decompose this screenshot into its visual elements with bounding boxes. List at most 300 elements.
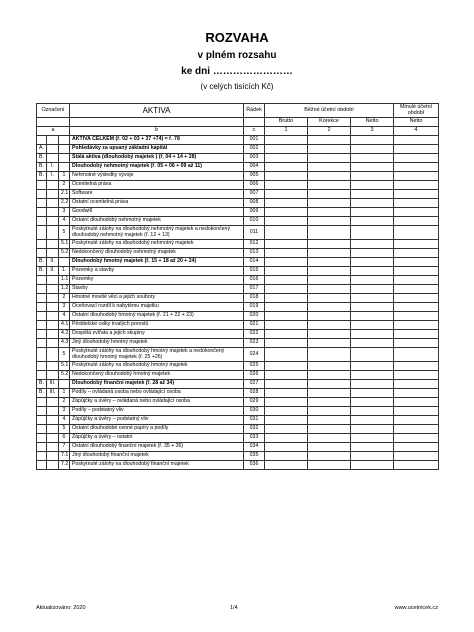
value-korekce <box>308 348 351 362</box>
row-oznaceni-1 <box>37 348 47 362</box>
row-oznaceni-2 <box>47 240 59 249</box>
row-oznaceni-3: 3 <box>59 208 70 217</box>
value-korekce <box>308 258 351 267</box>
row-label: Poskytnuté zálohy na dlouhodobý hmotný majetek a nedokončený dlouhodobý hmotný majetek (ř. 25 +26) <box>70 348 244 362</box>
table-row <box>37 190 439 199</box>
value-netto <box>351 398 394 407</box>
row-radek: 007 <box>244 190 265 199</box>
row-oznaceni-1 <box>37 452 47 461</box>
row-label: Dlouhodobý finanční majetek (ř. 28 až 34) <box>70 380 244 389</box>
value-netto <box>351 461 394 470</box>
row-oznaceni-2 <box>47 217 59 226</box>
value-netto <box>351 258 394 267</box>
value-netto <box>351 154 394 163</box>
value-netto-prev <box>394 330 439 339</box>
table-row <box>37 321 439 330</box>
value-netto-prev <box>394 425 439 434</box>
row-label: Jiný dlouhodobý hmotný majetek <box>70 339 244 348</box>
row-oznaceni-2 <box>47 208 59 217</box>
table-row <box>37 312 439 321</box>
value-netto-prev <box>394 294 439 303</box>
row-oznaceni-2 <box>47 145 59 154</box>
row-radek: 026 <box>244 371 265 380</box>
row-oznaceni-2 <box>47 303 59 312</box>
row-oznaceni-3: 4 <box>59 217 70 226</box>
value-brutto <box>265 267 308 276</box>
row-oznaceni-2: I. <box>47 163 59 172</box>
index-4: 4 <box>394 127 439 136</box>
table-row <box>37 276 439 285</box>
value-netto <box>351 249 394 258</box>
row-oznaceni-2 <box>47 461 59 470</box>
row-label: Oceňovací rozdíl k nabytému majetku <box>70 303 244 312</box>
row-oznaceni-1 <box>37 249 47 258</box>
row-oznaceni-3: 4 <box>59 416 70 425</box>
value-brutto <box>265 416 308 425</box>
value-korekce <box>308 380 351 389</box>
value-netto <box>351 240 394 249</box>
value-brutto <box>265 294 308 303</box>
row-oznaceni-1 <box>37 407 47 416</box>
row-oznaceni-2 <box>47 371 59 380</box>
row-oznaceni-2 <box>47 136 59 145</box>
row-oznaceni-1 <box>37 226 47 240</box>
row-label: Pohledávky za upsaný základní kapitál <box>70 145 244 154</box>
document-title: ROZVAHA <box>205 30 269 45</box>
value-brutto <box>265 172 308 181</box>
row-oznaceni-3: 1 <box>59 389 70 398</box>
value-korekce <box>308 371 351 380</box>
row-oznaceni-3: 4 <box>59 312 70 321</box>
row-oznaceni-2 <box>47 443 59 452</box>
value-netto-prev <box>394 443 439 452</box>
row-oznaceni-3: 7.2 <box>59 461 70 470</box>
value-brutto <box>265 407 308 416</box>
row-label: Nedokončený dlouhodobý nehmotný majetek <box>70 249 244 258</box>
value-netto <box>351 371 394 380</box>
row-oznaceni-1 <box>37 321 47 330</box>
row-radek: 004 <box>244 163 265 172</box>
value-netto <box>351 452 394 461</box>
value-brutto <box>265 330 308 339</box>
value-korekce <box>308 461 351 470</box>
row-oznaceni-3 <box>59 145 70 154</box>
header-netto: Netto <box>351 118 394 127</box>
row-oznaceni-1: A. <box>37 145 47 154</box>
table-row <box>37 172 439 181</box>
row-oznaceni-3: 4.2 <box>59 330 70 339</box>
row-oznaceni-1: B. <box>37 258 47 267</box>
table-row <box>37 371 439 380</box>
value-netto <box>351 190 394 199</box>
row-label: Ocenitelná práva <box>70 181 244 190</box>
value-brutto <box>265 434 308 443</box>
value-netto-prev <box>394 389 439 398</box>
row-label: Hmotné movité věci a jejich soubory <box>70 294 244 303</box>
value-brutto <box>265 208 308 217</box>
row-radek: 032 <box>244 425 265 434</box>
row-oznaceni-3: 5.1 <box>59 362 70 371</box>
row-radek: 015 <box>244 267 265 276</box>
value-brutto <box>265 136 308 145</box>
header-oznaceni: Označení <box>37 104 70 118</box>
table-row <box>37 330 439 339</box>
row-oznaceni-3: 5.2 <box>59 371 70 380</box>
row-oznaceni-2 <box>47 348 59 362</box>
row-label: Pozemky <box>70 276 244 285</box>
row-label: AKTIVA CELKEM (ř. 02 + 03 + 37 +74) = ř. 78 <box>70 136 244 145</box>
row-oznaceni-1 <box>37 339 47 348</box>
row-oznaceni-3 <box>59 154 70 163</box>
row-label: Dospělá zvířata a jejich skupiny <box>70 330 244 339</box>
value-brutto <box>265 154 308 163</box>
row-oznaceni-1: B. <box>37 163 47 172</box>
row-label: Zápůjčky a úvěry – podstatný vliv <box>70 416 244 425</box>
value-netto-prev <box>394 312 439 321</box>
row-oznaceni-1 <box>37 434 47 443</box>
row-radek: 022 <box>244 330 265 339</box>
value-korekce <box>308 339 351 348</box>
table-row <box>37 416 439 425</box>
row-label: Podíly – ovládaná osoba nebo ovládající osoba <box>70 389 244 398</box>
row-label: Ostatní dlouhodobý nehmotný majetek <box>70 217 244 226</box>
value-netto <box>351 163 394 172</box>
value-netto-prev <box>394 163 439 172</box>
value-netto-prev <box>394 416 439 425</box>
value-korekce <box>308 145 351 154</box>
row-label: Nehmotné výsledky vývoje <box>70 172 244 181</box>
row-oznaceni-3: 5.1 <box>59 240 70 249</box>
row-oznaceni-1 <box>37 190 47 199</box>
row-radek: 021 <box>244 321 265 330</box>
value-brutto <box>265 145 308 154</box>
value-korekce <box>308 249 351 258</box>
row-radek: 011 <box>244 226 265 240</box>
table-row <box>37 294 439 303</box>
value-netto-prev <box>394 258 439 267</box>
row-radek: 008 <box>244 199 265 208</box>
index-2: 2 <box>308 127 351 136</box>
table-row <box>37 434 439 443</box>
value-korekce <box>308 163 351 172</box>
value-korekce <box>308 294 351 303</box>
row-radek: 009 <box>244 208 265 217</box>
row-radek: 002 <box>244 145 265 154</box>
value-netto-prev <box>394 407 439 416</box>
row-oznaceni-1 <box>37 276 47 285</box>
table-row <box>37 348 439 362</box>
row-label: Dlouhodobý nehmotný majetek (ř. 05 + 06 + 09 až 11) <box>70 163 244 172</box>
row-oznaceni-3 <box>59 258 70 267</box>
header-empty <box>37 118 70 127</box>
value-brutto <box>265 443 308 452</box>
balance-sheet-table <box>36 103 439 470</box>
row-oznaceni-2 <box>47 330 59 339</box>
row-oznaceni-1 <box>37 240 47 249</box>
table-row <box>37 208 439 217</box>
table-row <box>37 199 439 208</box>
table-row <box>37 285 439 294</box>
table-row <box>37 443 439 452</box>
value-netto-prev <box>394 136 439 145</box>
row-oznaceni-3: 3 <box>59 407 70 416</box>
row-label: Ostatní dlouhodobý hmotný majetek (ř. 21 + 22 + 23) <box>70 312 244 321</box>
value-brutto <box>265 240 308 249</box>
row-oznaceni-3: 2.2 <box>59 199 70 208</box>
value-netto <box>351 267 394 276</box>
table-row <box>37 249 439 258</box>
table-row <box>37 362 439 371</box>
table-row <box>37 452 439 461</box>
header-empty <box>244 118 265 127</box>
value-korekce <box>308 452 351 461</box>
value-korekce <box>308 199 351 208</box>
table-row <box>37 303 439 312</box>
row-label: Zápůjčky a úvěry – ovládaná nebo ovládající osoba <box>70 398 244 407</box>
value-brutto <box>265 181 308 190</box>
row-oznaceni-3 <box>59 380 70 389</box>
row-radek: 005 <box>244 172 265 181</box>
value-brutto <box>265 398 308 407</box>
row-label: Ostatní ocenitelná práva <box>70 199 244 208</box>
value-brutto <box>265 461 308 470</box>
value-korekce <box>308 362 351 371</box>
row-radek: 023 <box>244 339 265 348</box>
value-netto-prev <box>394 240 439 249</box>
document-subtitle: v plném rozsahu <box>197 50 277 61</box>
row-label: Poskytnuté zálohy na dlouhodobý finanční majetek <box>70 461 244 470</box>
value-netto-prev <box>394 154 439 163</box>
row-label: Jiný dlouhodobý finanční majetek <box>70 452 244 461</box>
row-oznaceni-1 <box>37 199 47 208</box>
row-radek: 025 <box>244 362 265 371</box>
row-oznaceni-3: 7.1 <box>59 452 70 461</box>
value-netto <box>351 362 394 371</box>
value-korekce <box>308 172 351 181</box>
date-line: ke dni …………………… <box>181 66 293 77</box>
row-oznaceni-3: 4.1 <box>59 321 70 330</box>
table-row <box>37 461 439 470</box>
table-row <box>37 181 439 190</box>
row-label: Nedokončený dlouhodobý hmotný majetek <box>70 371 244 380</box>
row-oznaceni-3: 5 <box>59 425 70 434</box>
row-oznaceni-3: 4.3 <box>59 339 70 348</box>
row-radek: 035 <box>244 452 265 461</box>
footer-page: 1/4 <box>230 605 238 611</box>
row-oznaceni-3: 5 <box>59 226 70 240</box>
row-radek: 016 <box>244 276 265 285</box>
row-label: Poskytnuté zálohy na dlouhodobý hmotný majetek <box>70 362 244 371</box>
row-oznaceni-1 <box>37 362 47 371</box>
table-row <box>37 398 439 407</box>
value-brutto <box>265 217 308 226</box>
value-korekce <box>308 136 351 145</box>
value-netto <box>351 136 394 145</box>
row-oznaceni-3: 2 <box>59 294 70 303</box>
index-1: 1 <box>265 127 308 136</box>
row-oznaceni-2 <box>47 154 59 163</box>
value-netto <box>351 348 394 362</box>
row-oznaceni-3: 5 <box>59 348 70 362</box>
row-oznaceni-1 <box>37 330 47 339</box>
value-netto-prev <box>394 181 439 190</box>
value-netto <box>351 226 394 240</box>
row-oznaceni-3 <box>59 163 70 172</box>
index-b: b <box>70 127 244 136</box>
row-oznaceni-3: 1 <box>59 172 70 181</box>
row-oznaceni-1 <box>37 312 47 321</box>
value-brutto <box>265 348 308 362</box>
index-3: 3 <box>351 127 394 136</box>
value-korekce <box>308 217 351 226</box>
row-label: Stálá aktiva (dlouhodobý majetek ) (ř. 04 + 14 + 28) <box>70 154 244 163</box>
row-oznaceni-1 <box>37 398 47 407</box>
value-netto-prev <box>394 172 439 181</box>
row-oznaceni-1 <box>37 294 47 303</box>
value-netto-prev <box>394 208 439 217</box>
row-radek: 006 <box>244 181 265 190</box>
value-netto-prev <box>394 321 439 330</box>
table-row <box>37 226 439 240</box>
value-brutto <box>265 321 308 330</box>
table-row <box>37 154 439 163</box>
value-brutto <box>265 380 308 389</box>
row-oznaceni-2: II. <box>47 267 59 276</box>
row-oznaceni-1 <box>37 208 47 217</box>
header-minule-obdobi: Minulé účetní období <box>394 104 439 118</box>
value-netto-prev <box>394 190 439 199</box>
index-c: c <box>244 127 265 136</box>
row-oznaceni-3: 7 <box>59 443 70 452</box>
value-netto-prev <box>394 362 439 371</box>
value-brutto <box>265 389 308 398</box>
value-brutto <box>265 339 308 348</box>
value-netto <box>351 443 394 452</box>
value-brutto <box>265 258 308 267</box>
row-radek: 003 <box>244 154 265 163</box>
table-row <box>37 217 439 226</box>
footer-updated: Aktualizováno: 2020 <box>36 605 86 611</box>
footer-site: www.ucetnicek.cz <box>394 605 438 611</box>
header-empty <box>70 118 244 127</box>
row-radek: 020 <box>244 312 265 321</box>
value-netto-prev <box>394 339 439 348</box>
header-brutto: Brutto <box>265 118 308 127</box>
row-oznaceni-2 <box>47 321 59 330</box>
value-netto <box>351 285 394 294</box>
value-brutto <box>265 276 308 285</box>
value-brutto <box>265 312 308 321</box>
value-netto <box>351 380 394 389</box>
row-oznaceni-3: 1.2 <box>59 285 70 294</box>
index-a: a <box>37 127 70 136</box>
row-oznaceni-1 <box>37 217 47 226</box>
row-radek: 027 <box>244 380 265 389</box>
row-oznaceni-1: B. <box>37 380 47 389</box>
value-korekce <box>308 407 351 416</box>
value-korekce <box>308 154 351 163</box>
value-brutto <box>265 163 308 172</box>
row-oznaceni-1 <box>37 285 47 294</box>
value-korekce <box>308 226 351 240</box>
row-oznaceni-3: 2.1 <box>59 190 70 199</box>
row-radek: 031 <box>244 416 265 425</box>
value-netto <box>351 407 394 416</box>
value-brutto <box>265 452 308 461</box>
row-oznaceni-1 <box>37 443 47 452</box>
row-oznaceni-3: 1. <box>59 267 70 276</box>
row-oznaceni-3: 3 <box>59 303 70 312</box>
value-netto-prev <box>394 461 439 470</box>
row-label: Ostatní dlouhodobé cenné papíry a podíly <box>70 425 244 434</box>
row-radek: 013 <box>244 249 265 258</box>
value-netto-prev <box>394 434 439 443</box>
row-label: Software <box>70 190 244 199</box>
row-label: Dlouhodobý hmotný majetek (ř. 15 + 18 až 20 + 24) <box>70 258 244 267</box>
value-netto-prev <box>394 285 439 294</box>
row-oznaceni-2 <box>47 362 59 371</box>
row-label: Podíly – podstatný vliv <box>70 407 244 416</box>
row-label: Pěstitelské celky trvalých porostů <box>70 321 244 330</box>
value-netto-prev <box>394 348 439 362</box>
value-korekce <box>308 443 351 452</box>
value-netto-prev <box>394 398 439 407</box>
units-note: (v celých tisících Kč) <box>200 82 274 91</box>
row-label: Goodwill <box>70 208 244 217</box>
row-oznaceni-2: III. <box>47 380 59 389</box>
row-radek: 010 <box>244 217 265 226</box>
row-oznaceni-2 <box>47 416 59 425</box>
value-korekce <box>308 285 351 294</box>
row-oznaceni-1: B. <box>37 172 47 181</box>
value-brutto <box>265 371 308 380</box>
value-netto <box>351 303 394 312</box>
row-radek: 028 <box>244 389 265 398</box>
table-row <box>37 407 439 416</box>
row-oznaceni-1 <box>37 303 47 312</box>
row-oznaceni-2 <box>47 452 59 461</box>
value-netto <box>351 425 394 434</box>
value-netto <box>351 294 394 303</box>
row-oznaceni-3: 2 <box>59 181 70 190</box>
row-radek: 029 <box>244 398 265 407</box>
value-netto <box>351 330 394 339</box>
value-netto-prev <box>394 226 439 240</box>
table-row <box>37 267 439 276</box>
value-brutto <box>265 425 308 434</box>
header-netto-prev: Netto <box>394 118 439 127</box>
value-netto-prev <box>394 452 439 461</box>
row-label: Zápůjčky a úvěry – ostatní <box>70 434 244 443</box>
value-korekce <box>308 321 351 330</box>
row-label: Poskytnuté zálohy na dlouhodobý nehmotný majetek a nedokončený dlouhodobý nehmotný majetek (ř. 12 + 13) <box>70 226 244 240</box>
value-netto <box>351 181 394 190</box>
row-oznaceni-2 <box>47 226 59 240</box>
value-netto-prev <box>394 217 439 226</box>
value-netto <box>351 312 394 321</box>
value-korekce <box>308 208 351 217</box>
row-oznaceni-2 <box>47 339 59 348</box>
row-oznaceni-2 <box>47 398 59 407</box>
row-radek: 036 <box>244 461 265 470</box>
value-netto <box>351 199 394 208</box>
value-korekce <box>308 181 351 190</box>
table-row <box>37 163 439 172</box>
value-netto-prev <box>394 199 439 208</box>
row-radek: 019 <box>244 303 265 312</box>
value-netto <box>351 434 394 443</box>
table-row <box>37 339 439 348</box>
